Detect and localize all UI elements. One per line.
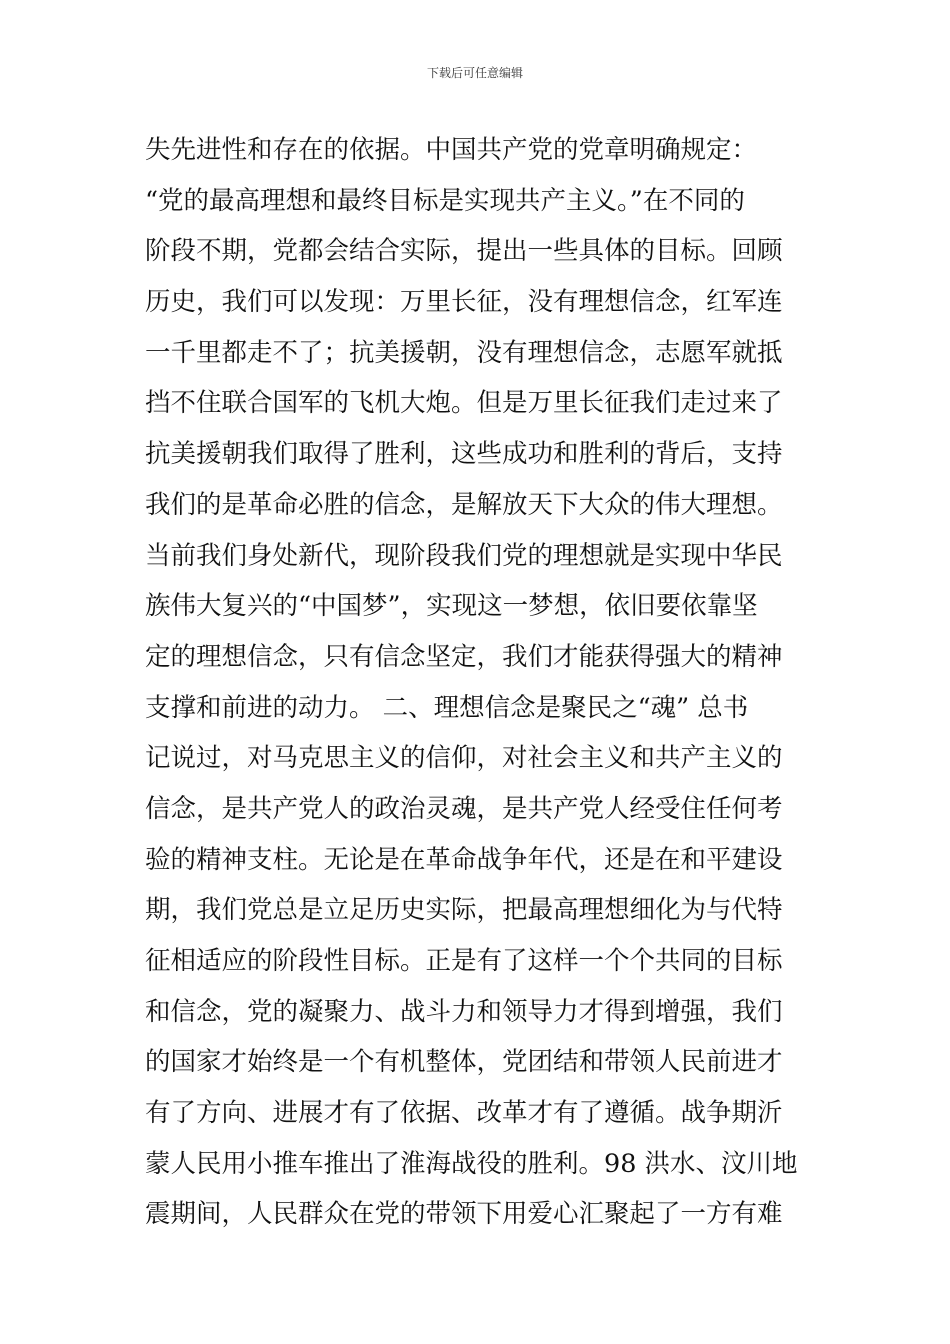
text-line: 失先进性和存在的依据。中国共产党的党章明确规定：	[145, 135, 758, 165]
text-line: “党的最高理想和最终目标是实现共产主义。”在不同的	[145, 185, 745, 216]
text-line: 验的精神支柱。无论是在革命战争年代，还是在和平建设	[145, 844, 783, 875]
text-line: 信念，是共产党人的政治灵魂，是共产党人经受住任何考	[145, 793, 783, 824]
text-line: 挡不住联合国军的飞机大炮。但是万里长征我们走过来了	[145, 388, 783, 419]
text-line: 历史，我们可以发现：万里长征，没有理想信念，红军连	[145, 287, 783, 318]
text-line: 定的理想信念，只有信念坚定，我们才能获得强大的精神	[145, 641, 783, 672]
text-line: 族伟大复兴的“中国梦”，实现这一梦想，依旧要依靠坚	[145, 591, 758, 622]
text-line: 当前我们身处新代，现阶段我们党的理想就是实现中华民	[145, 540, 783, 571]
text-line: 的国家才始终是一个有机整体，党团结和带领人民前进才	[145, 1047, 783, 1078]
text-line: 和信念，党的凝聚力、战斗力和领导力才得到增强，我们	[145, 996, 783, 1027]
text-line: 记说过，对马克思主义的信仰，对社会主义和共产主义的	[145, 743, 783, 774]
text-line: 我们的是革命必胜的信念，是解放天下大众的伟大理想。	[145, 489, 783, 520]
text-line: 震期间，人民群众在党的带领下用爱心汇聚起了一方有难	[145, 1199, 783, 1230]
text-line: 一千里都走不了；抗美援朝，没有理想信念，志愿军就抵	[145, 337, 783, 368]
page-header: 下载后可任意编辑	[426, 66, 523, 80]
text-line: 有了方向、进展才有了依据、改革才有了遵循。战争期沂	[145, 1098, 783, 1129]
text-line: 支撑和前进的动力。 二、理想信念是聚民之“魂” 总书	[145, 692, 749, 723]
text-line: 期，我们党总是立足历史实际，把最高理想细化为与代特	[145, 895, 783, 926]
text-line: 蒙人民用小推车推出了淮海战役的胜利。98 洪水、汶川地	[145, 1148, 798, 1179]
text-line: 征相适应的阶段性目标。正是有了这样一个个共同的目标	[145, 946, 783, 976]
body-text	[145, 130, 810, 1245]
text-line: 抗美援朝我们取得了胜利，这些成功和胜利的背后，支持	[145, 439, 783, 470]
text-line: 阶段不期，党都会结合实际，提出一些具体的目标。回顾	[145, 236, 783, 267]
